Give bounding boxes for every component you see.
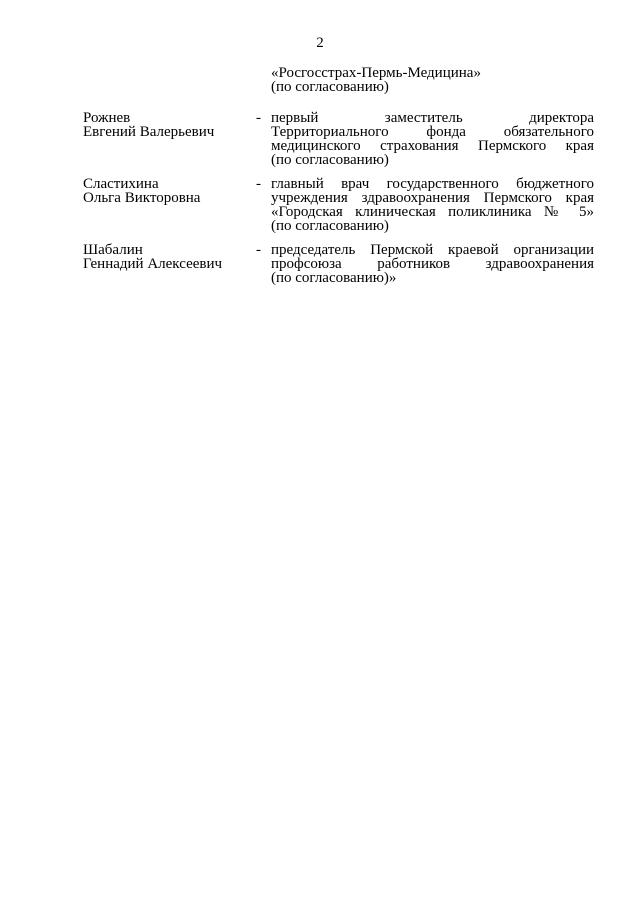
position-line: Территориального фонда обязательного bbox=[271, 124, 594, 140]
member-given-names: Евгений Валерьевич bbox=[83, 124, 215, 140]
continuation-block bbox=[271, 66, 594, 94]
member-name bbox=[83, 177, 253, 205]
continuation-line: «Росгосстрах-Пермь-Медицина» bbox=[271, 65, 481, 81]
page-number: 2 bbox=[316, 35, 324, 51]
member-name bbox=[83, 243, 253, 271]
member-name bbox=[83, 111, 253, 139]
member-given-names: Ольга Викторовна bbox=[83, 190, 201, 206]
entry-dash: - bbox=[256, 242, 261, 258]
position-line: первый заместитель директора bbox=[271, 110, 594, 126]
position-line: учреждения здравоохранения Пермского края bbox=[271, 190, 594, 206]
member-surname: Сластихина bbox=[83, 176, 159, 192]
member-position bbox=[271, 111, 594, 167]
member-position bbox=[271, 177, 594, 233]
member-position bbox=[271, 243, 594, 285]
member-surname: Шабалин bbox=[83, 242, 143, 258]
position-line: главный врач государственного бюджетного bbox=[271, 176, 594, 192]
member-given-names: Геннадий Алексеевич bbox=[83, 256, 223, 272]
entry-dash: - bbox=[256, 110, 261, 126]
position-line: медицинского страхования Пермского края bbox=[271, 138, 594, 154]
position-line: профсоюза работников здравоохранения bbox=[271, 256, 594, 272]
continuation-line: (по согласованию) bbox=[271, 79, 389, 95]
position-line: председатель Пермской краевой организации bbox=[271, 242, 594, 258]
entry-dash: - bbox=[256, 176, 261, 192]
member-surname: Рожнев bbox=[83, 110, 131, 126]
position-line: (по согласованию) bbox=[271, 152, 389, 168]
position-line: (по согласованию)» bbox=[271, 270, 397, 286]
position-line: «Городская клиническая поликлиника № 5» bbox=[271, 204, 594, 220]
position-line: (по согласованию) bbox=[271, 218, 389, 234]
